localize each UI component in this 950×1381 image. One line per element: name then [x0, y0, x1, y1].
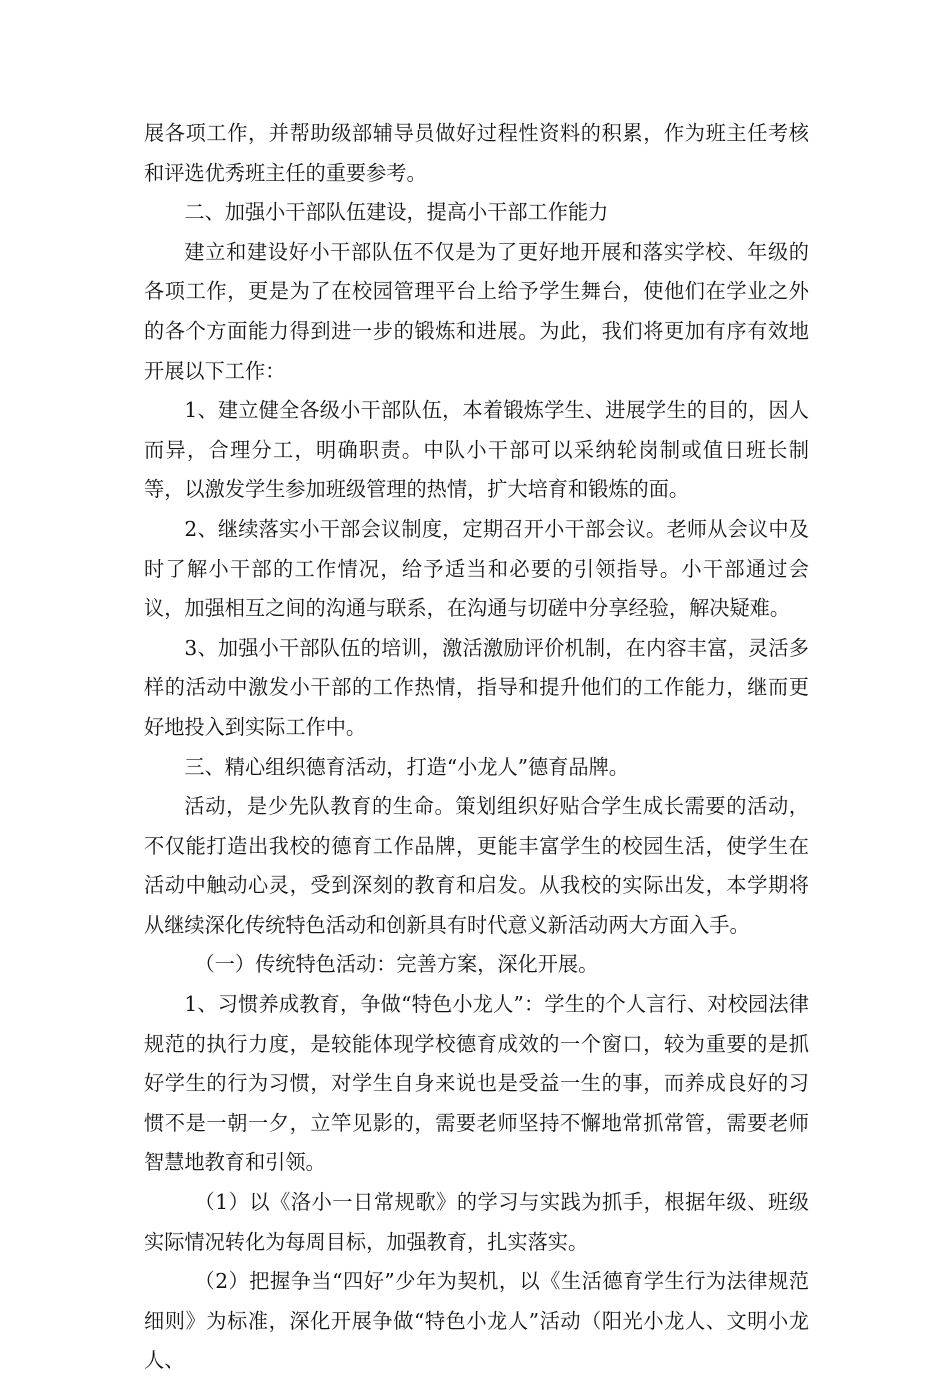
list-item-3: 3、加强小干部队伍的培训，激活激励评价机制，在内容丰富，灵活多样的活动中激发小干部的工作热情，指导和提升他们的工作能力，继而更好地投入到实际工作中。 — [144, 635, 809, 739]
list-item-1: 1、建立健全各级小干部队伍，本着锻炼学生、进展学生的目的，因人而异，合理分工，明确职责。中队小干部可以采纳轮岗制或值日班长制等，以激发学生参加班级管理的热情，扩大培育和锻炼的面。 — [144, 398, 809, 502]
subsection-heading-1: （一）传统特色活动：完善方案，深化开展。 — [194, 952, 599, 977]
list-item-habits: 1、习惯养成教育，争做“特色小龙人”：学生的个人言行、对校园法律规范的执行力度，是较能体现学校德育成效的一个窗口，较为重要的是抓好学生的行为习惯，对学生自身来说也是受益一生的事，而养成良好的习惯不是一朝一夕，立竿见影的，需要老师坚持不懈地常抓常管，需要老师智慧地教育和引领。 — [144, 992, 809, 1175]
sub-item-2: （2）把握争当“四好”少年为契机，以《生活德育学生行为法律规范细则》为标准，深化开展争做“特色小龙人”活动（阳光小龙人、文明小龙人、 — [144, 1269, 809, 1373]
paragraph-continuation: 展各项工作，并帮助级部辅导员做好过程性资料的积累，作为班主任考核和评选优秀班主任的重要参考。 — [144, 121, 809, 185]
paragraph-intro-cadres: 建立和建设好小干部队伍不仅是为了更好地开展和落实学校、年级的各项工作，更是为了在校园管理平台上给予学生舞台，使他们在学业之外的各个方面能力得到进一步的锻炼和进展。为此，我们将更加有序有效地开展以下工作： — [144, 239, 809, 383]
paragraph-activities: 活动，是少先队教育的生命。策划组织好贴合学生成长需要的活动，不仅能打造出我校的德育工作品牌，更能丰富学生的校园生活，使学生在活动中触动心灵，受到深刻的教育和启发。从我校的实际出发，本学期将从继续深化传统特色活动和创新具有时代意义新活动两大方面入手。 — [144, 794, 809, 937]
section-heading-3: 三、精心组织德育活动，打造“小龙人”德育品牌。 — [184, 754, 629, 779]
section-heading-2: 二、加强小干部队伍建设，提高小干部工作能力 — [184, 200, 609, 225]
sub-item-1: （1）以《洛小一日常规歌》的学习与实践为抓手，根据年级、班级实际情况转化为每周目标，加强教育，扎实落实。 — [144, 1190, 809, 1254]
document-body — [144, 114, 809, 1381]
list-item-2: 2、继续落实小干部会议制度，定期召开小干部会议。老师从会议中及时了解小干部的工作情况，给予适当和必要的引领指导。小干部通过会议，加强相互之间的沟通与联系，在沟通与切磋中分享经验，解决疑难。 — [144, 516, 809, 621]
